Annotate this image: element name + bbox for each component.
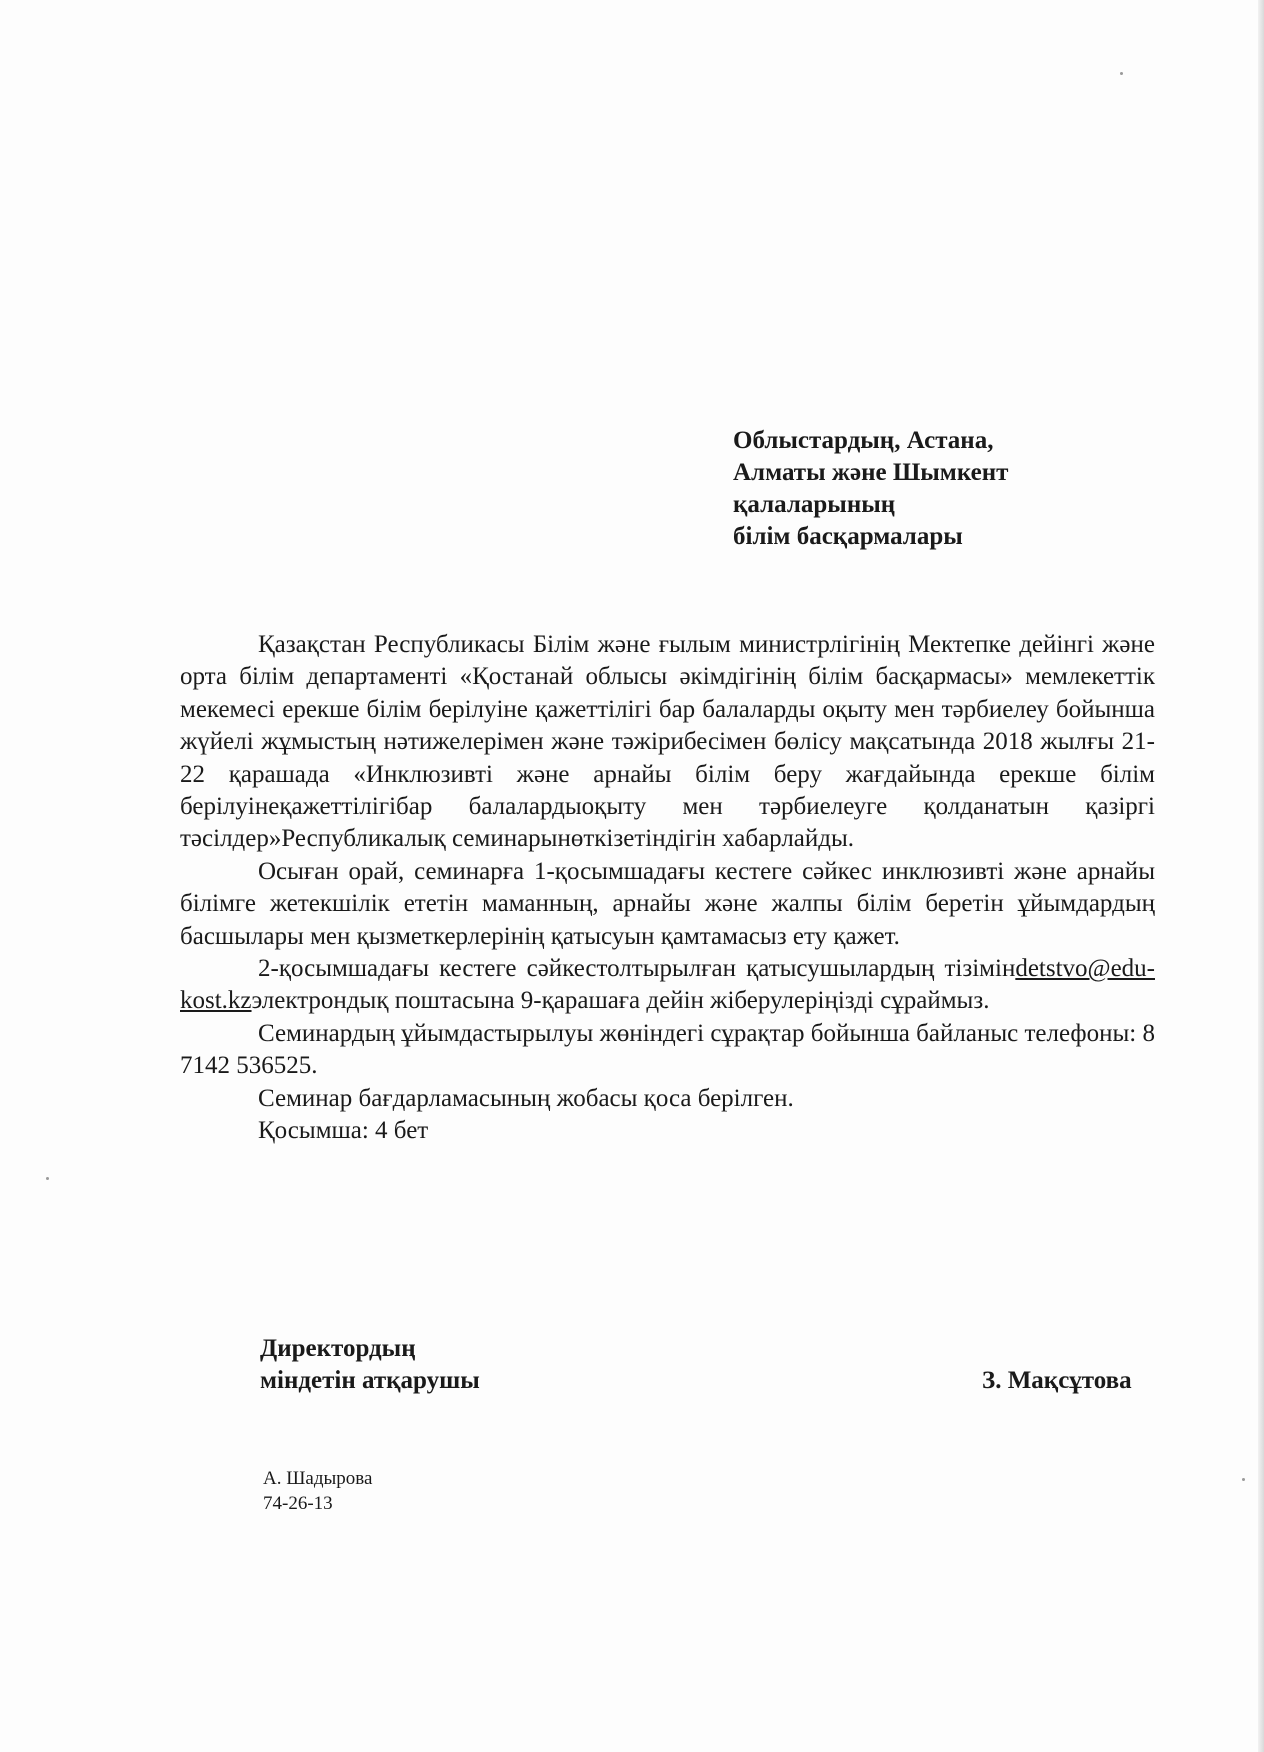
signatory-name: З. Мақсұтова (982, 1367, 1132, 1394)
body-paragraph-participation: Осыған орай, семинарға 1-қосымшадағы кестеге сәйкес инклюзивті және арнайы білімге жетекшілік ететін маманның, арнайы және жалпы білім беретін ұйымдардың басшылары мен қызметкерлерінің қатысуын қамтамасыз ету қажет. (180, 857, 1155, 950)
addressee-line: Алматы және Шымкент (733, 459, 1009, 486)
addressee-line: білім басқармалары (733, 523, 963, 550)
submission-text-before: 2-қосымшадағы кестеге сәйкестолтырылған қатысушылардың тізімін (258, 955, 1016, 983)
addressee-block (733, 425, 1173, 553)
signature-title-line: міндетін атқарушы (260, 1367, 480, 1394)
page-edge (1258, 0, 1264, 1752)
submission-text-after: электрондық поштасына 9-қарашаға дейін жіберулеріңізді сұраймыз. (251, 987, 990, 1015)
executor-name: А. Шадырова (263, 1468, 373, 1489)
executor-block (263, 1466, 372, 1516)
executor-phone: 74-26-13 (263, 1493, 333, 1514)
body-paragraph-announcement: Қазақстан Республикасы Білім және ғылым министрлігінің Мектепке дейінгі және орта білім департаменті «Қостанай облысы әкімдігінің білім басқармасы» мемлекеттік мекемесі ерекше білім берілуіне қажеттілігі бар балаларды оқыту мен тәрбиелеу бойынша жүйелі жұмыстың нәтижелерімен және тәжірибесімен бөлісу мақсатында 2018 жылғы 21-22 қарашада «Инклюзивті және арнайы білім беру жағдайында ерекше білім берілуінеқажеттілігібар балалардыоқыту мен тәрбиелеуге қолданатын қазіргі тәсілдер»Республикалық семинарынөткізетіндігін хабарлайды. (180, 631, 1155, 853)
signature-title (260, 1333, 480, 1397)
scan-speck (46, 1177, 49, 1180)
addressee-line: қалаларының (733, 491, 896, 518)
body-paragraph-attachment-pages: Қосымша: 4 бет (258, 1117, 429, 1145)
body-paragraph-attachment-note: Семинар бағдарламасының жобасы қоса берілген. (258, 1084, 794, 1112)
body-paragraph-contact: Семинардың ұйымдастырылуы жөніндегі сұрақтар бойынша байланыс телефоны: 8 7142 536525. (180, 1019, 1155, 1080)
addressee-line: Облыстардың, Астана, (733, 427, 994, 454)
scan-speck (1242, 1478, 1245, 1481)
letter-body (180, 629, 1155, 1148)
signature-title-line: Директордың (260, 1335, 416, 1362)
scan-speck (1120, 72, 1123, 75)
email-link[interactable]: detstvo@edu-kost.kz (180, 955, 1155, 1015)
body-paragraph-submission (180, 953, 1155, 1018)
